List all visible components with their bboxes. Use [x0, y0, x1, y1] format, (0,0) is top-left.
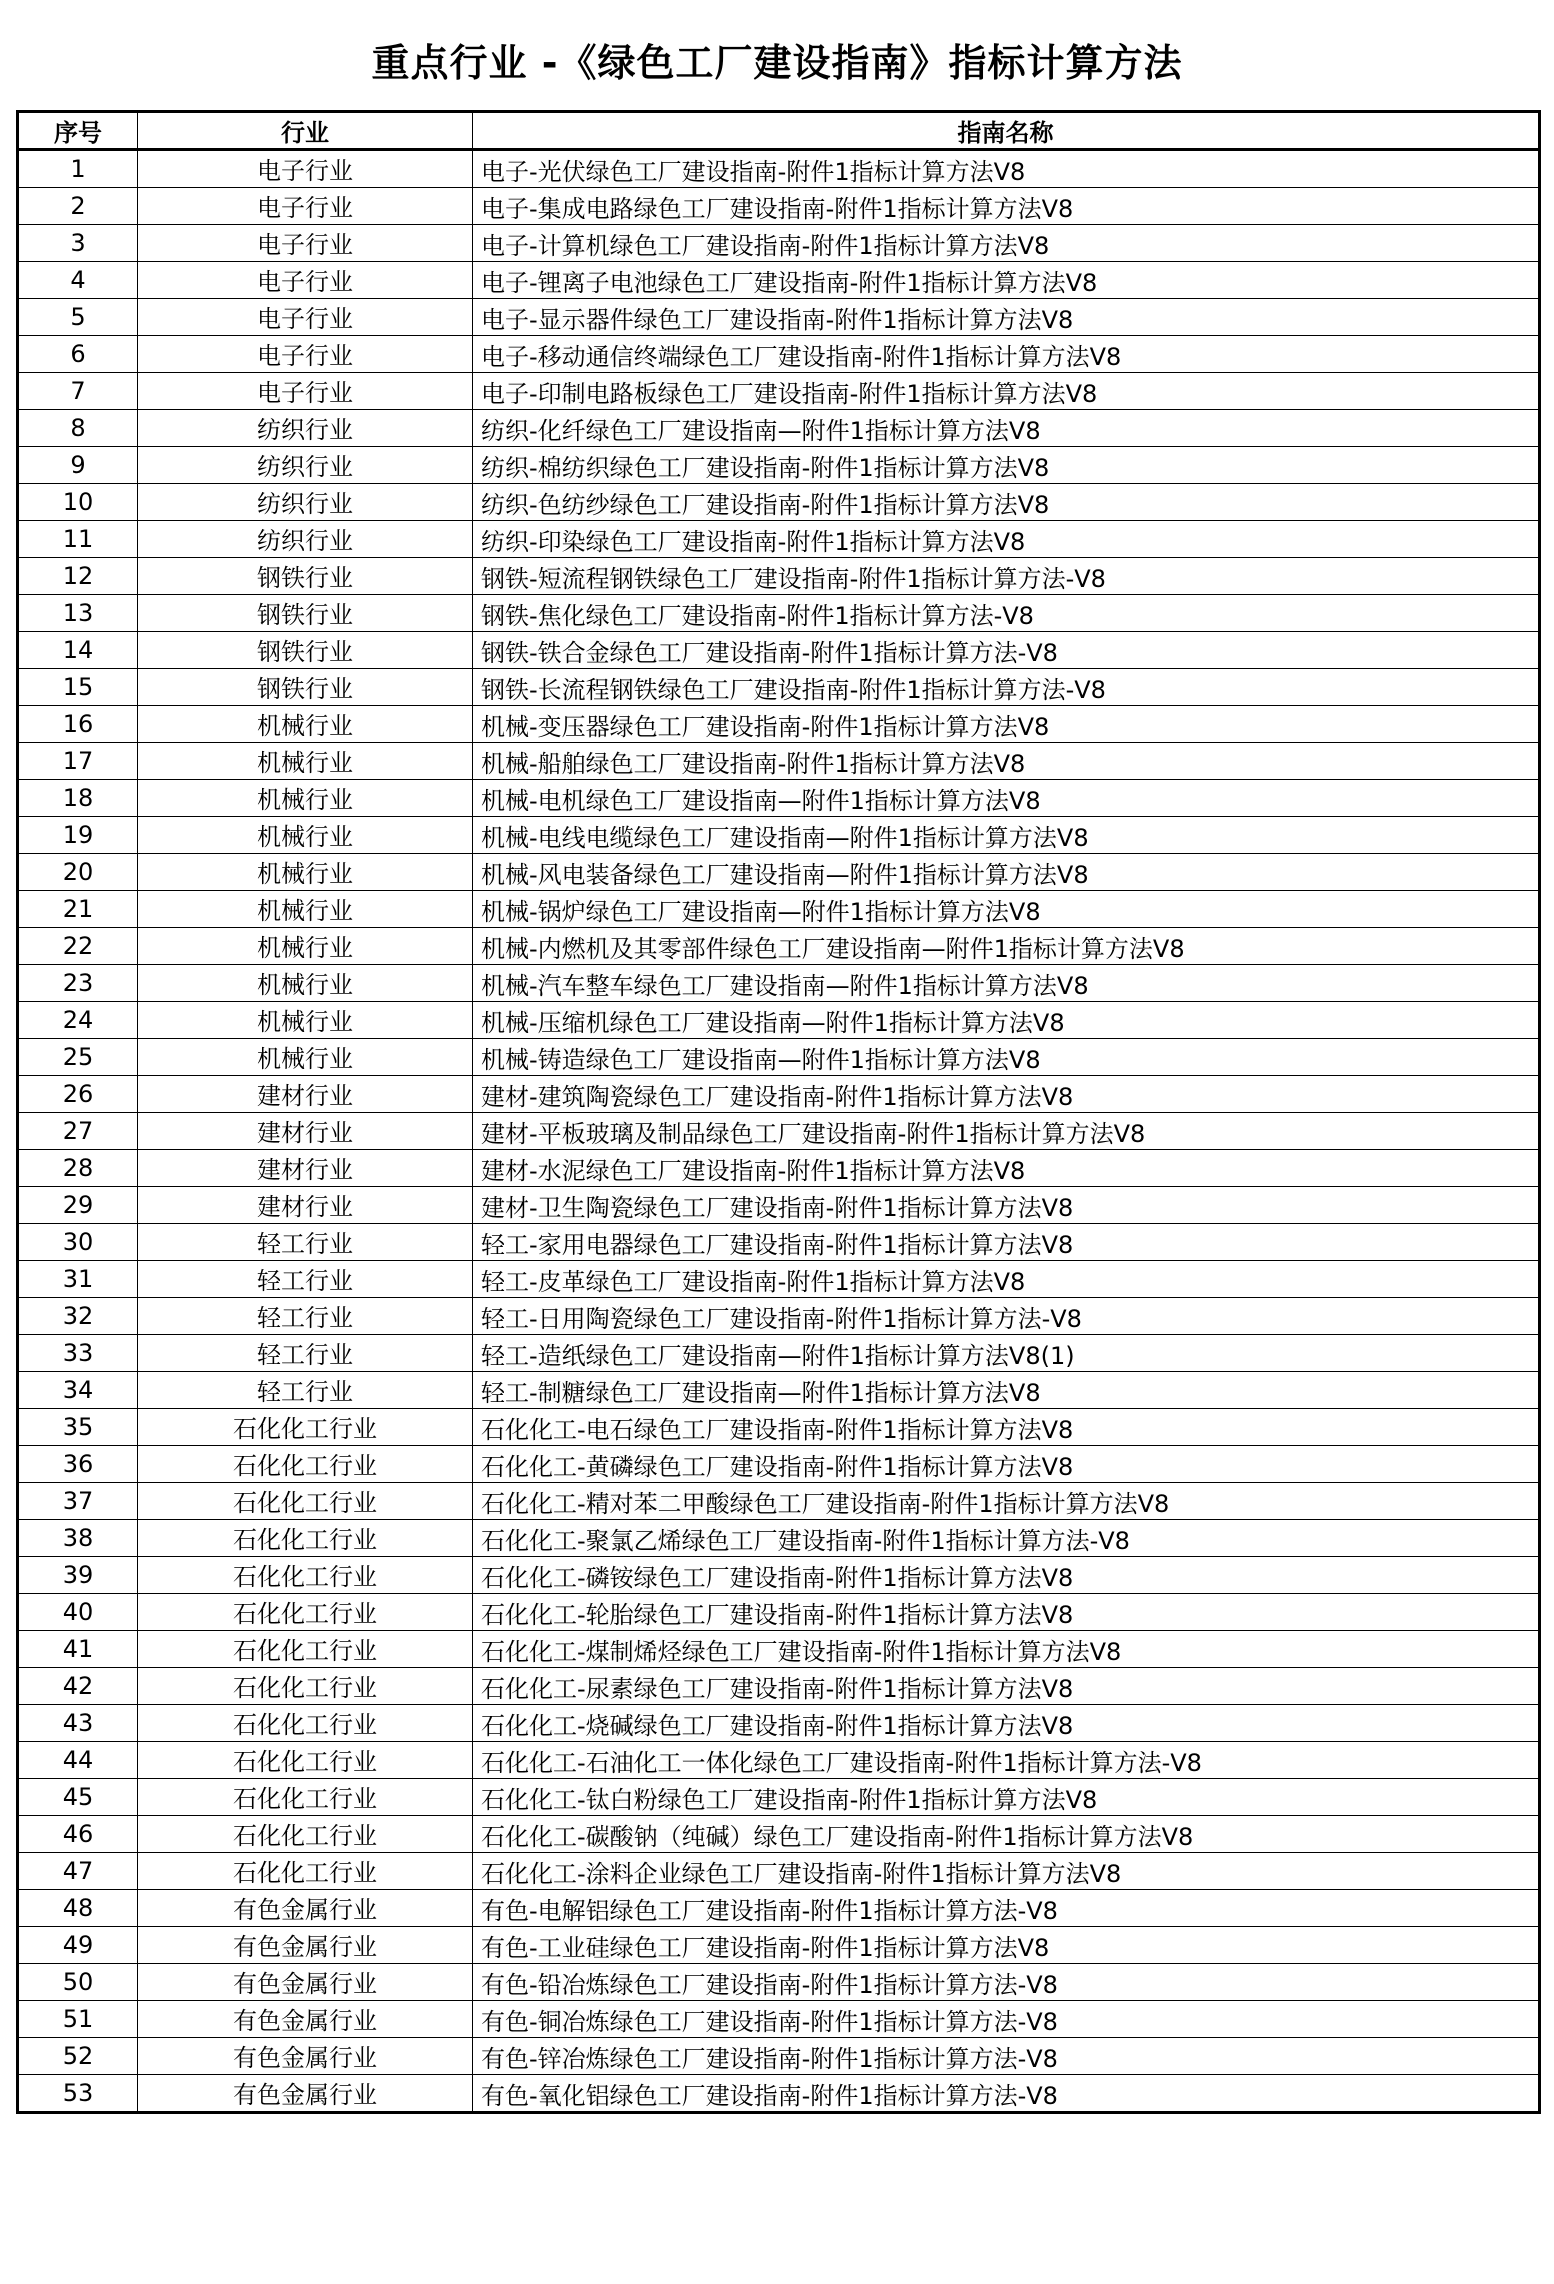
table-row: [18, 1964, 1540, 2001]
cell-industry: 纺织行业: [138, 521, 473, 558]
cell-industry: 电子行业: [138, 262, 473, 299]
cell-industry: 有色金属行业: [138, 2075, 473, 2113]
column-header-industry: 行业: [138, 112, 473, 150]
table-row: [18, 1372, 1540, 1409]
cell-guide-name: 轻工-造纸绿色工厂建设指南—附件1指标计算方法V8(1): [473, 1335, 1540, 1372]
cell-no: 23: [18, 965, 138, 1002]
cell-no: 12: [18, 558, 138, 595]
table-row: [18, 595, 1540, 632]
cell-guide-name: 石化化工-涂料企业绿色工厂建设指南-附件1指标计算方法V8: [473, 1853, 1540, 1890]
cell-guide-name: 纺织-印染绿色工厂建设指南-附件1指标计算方法V8: [473, 521, 1540, 558]
cell-industry: 石化化工行业: [138, 1779, 473, 1816]
table-row: [18, 1594, 1540, 1631]
column-header-no: 序号: [18, 112, 138, 150]
table-row: [18, 965, 1540, 1002]
cell-guide-name: 机械-电线电缆绿色工厂建设指南—附件1指标计算方法V8: [473, 817, 1540, 854]
cell-industry: 石化化工行业: [138, 1557, 473, 1594]
table-row: [18, 1705, 1540, 1742]
cell-industry: 轻工行业: [138, 1298, 473, 1335]
cell-guide-name: 建材-水泥绿色工厂建设指南-附件1指标计算方法V8: [473, 1150, 1540, 1187]
cell-guide-name: 石化化工-碳酸钠（纯碱）绿色工厂建设指南-附件1指标计算方法V8: [473, 1816, 1540, 1853]
table-row: [18, 447, 1540, 484]
table-row: [18, 1483, 1540, 1520]
cell-no: 8: [18, 410, 138, 447]
cell-guide-name: 机械-内燃机及其零部件绿色工厂建设指南—附件1指标计算方法V8: [473, 928, 1540, 965]
cell-no: 9: [18, 447, 138, 484]
cell-no: 24: [18, 1002, 138, 1039]
cell-guide-name: 建材-卫生陶瓷绿色工厂建设指南-附件1指标计算方法V8: [473, 1187, 1540, 1224]
cell-no: 30: [18, 1224, 138, 1261]
cell-no: 27: [18, 1113, 138, 1150]
cell-industry: 有色金属行业: [138, 2038, 473, 2075]
cell-industry: 有色金属行业: [138, 1927, 473, 1964]
cell-guide-name: 机械-船舶绿色工厂建设指南-附件1指标计算方法V8: [473, 743, 1540, 780]
table-row: [18, 299, 1540, 336]
cell-no: 36: [18, 1446, 138, 1483]
table-row: [18, 373, 1540, 410]
cell-no: 48: [18, 1890, 138, 1927]
cell-industry: 轻工行业: [138, 1372, 473, 1409]
cell-industry: 电子行业: [138, 336, 473, 373]
table-row: [18, 558, 1540, 595]
guide-table: [16, 110, 1541, 2114]
cell-guide-name: 石化化工-黄磷绿色工厂建设指南-附件1指标计算方法V8: [473, 1446, 1540, 1483]
cell-industry: 机械行业: [138, 780, 473, 817]
cell-guide-name: 机械-锅炉绿色工厂建设指南—附件1指标计算方法V8: [473, 891, 1540, 928]
cell-industry: 电子行业: [138, 150, 473, 188]
cell-industry: 轻工行业: [138, 1335, 473, 1372]
cell-no: 25: [18, 1039, 138, 1076]
header-row: [18, 112, 1540, 150]
cell-guide-name: 纺织-色纺纱绿色工厂建设指南-附件1指标计算方法V8: [473, 484, 1540, 521]
cell-guide-name: 轻工-日用陶瓷绿色工厂建设指南-附件1指标计算方法-V8: [473, 1298, 1540, 1335]
table-row: [18, 410, 1540, 447]
table-row: [18, 2001, 1540, 2038]
cell-guide-name: 轻工-皮革绿色工厂建设指南-附件1指标计算方法V8: [473, 1261, 1540, 1298]
cell-industry: 石化化工行业: [138, 1594, 473, 1631]
cell-guide-name: 石化化工-烧碱绿色工厂建设指南-附件1指标计算方法V8: [473, 1705, 1540, 1742]
cell-industry: 机械行业: [138, 817, 473, 854]
table-row: [18, 1409, 1540, 1446]
cell-no: 11: [18, 521, 138, 558]
table-row: [18, 891, 1540, 928]
table-row: [18, 2038, 1540, 2075]
cell-no: 3: [18, 225, 138, 262]
table-row: [18, 150, 1540, 188]
cell-no: 6: [18, 336, 138, 373]
cell-guide-name: 石化化工-精对苯二甲酸绿色工厂建设指南-附件1指标计算方法V8: [473, 1483, 1540, 1520]
table-row: [18, 1261, 1540, 1298]
cell-industry: 轻工行业: [138, 1261, 473, 1298]
table-row: [18, 1520, 1540, 1557]
cell-guide-name: 轻工-家用电器绿色工厂建设指南-附件1指标计算方法V8: [473, 1224, 1540, 1261]
cell-no: 44: [18, 1742, 138, 1779]
cell-guide-name: 纺织-化纤绿色工厂建设指南—附件1指标计算方法V8: [473, 410, 1540, 447]
cell-industry: 电子行业: [138, 373, 473, 410]
cell-no: 31: [18, 1261, 138, 1298]
cell-no: 41: [18, 1631, 138, 1668]
cell-no: 47: [18, 1853, 138, 1890]
table-row: [18, 521, 1540, 558]
cell-industry: 建材行业: [138, 1187, 473, 1224]
cell-no: 22: [18, 928, 138, 965]
cell-industry: 石化化工行业: [138, 1668, 473, 1705]
cell-industry: 石化化工行业: [138, 1816, 473, 1853]
cell-industry: 有色金属行业: [138, 1890, 473, 1927]
cell-guide-name: 有色-锌冶炼绿色工厂建设指南-附件1指标计算方法-V8: [473, 2038, 1540, 2075]
cell-guide-name: 机械-铸造绿色工厂建设指南—附件1指标计算方法V8: [473, 1039, 1540, 1076]
table-row: [18, 1927, 1540, 1964]
cell-guide-name: 石化化工-尿素绿色工厂建设指南-附件1指标计算方法V8: [473, 1668, 1540, 1705]
table-row: [18, 484, 1540, 521]
cell-guide-name: 轻工-制糖绿色工厂建设指南—附件1指标计算方法V8: [473, 1372, 1540, 1409]
cell-industry: 建材行业: [138, 1076, 473, 1113]
cell-industry: 有色金属行业: [138, 1964, 473, 2001]
cell-industry: 石化化工行业: [138, 1631, 473, 1668]
cell-industry: 石化化工行业: [138, 1446, 473, 1483]
table-row: [18, 780, 1540, 817]
cell-no: 52: [18, 2038, 138, 2075]
cell-guide-name: 电子-印制电路板绿色工厂建设指南-附件1指标计算方法V8: [473, 373, 1540, 410]
table-row: [18, 706, 1540, 743]
table-row: [18, 1890, 1540, 1927]
cell-guide-name: 有色-电解铝绿色工厂建设指南-附件1指标计算方法-V8: [473, 1890, 1540, 1927]
cell-no: 40: [18, 1594, 138, 1631]
cell-no: 29: [18, 1187, 138, 1224]
table-row: [18, 669, 1540, 706]
cell-no: 53: [18, 2075, 138, 2113]
cell-no: 4: [18, 262, 138, 299]
cell-industry: 电子行业: [138, 225, 473, 262]
cell-guide-name: 电子-光伏绿色工厂建设指南-附件1指标计算方法V8: [473, 150, 1540, 188]
cell-guide-name: 石化化工-轮胎绿色工厂建设指南-附件1指标计算方法V8: [473, 1594, 1540, 1631]
table-row: [18, 1113, 1540, 1150]
cell-industry: 钢铁行业: [138, 595, 473, 632]
cell-guide-name: 钢铁-短流程钢铁绿色工厂建设指南-附件1指标计算方法-V8: [473, 558, 1540, 595]
table-row: [18, 1224, 1540, 1261]
cell-no: 15: [18, 669, 138, 706]
table-row: [18, 632, 1540, 669]
cell-industry: 钢铁行业: [138, 632, 473, 669]
cell-no: 2: [18, 188, 138, 225]
cell-guide-name: 有色-工业硅绿色工厂建设指南-附件1指标计算方法V8: [473, 1927, 1540, 1964]
cell-industry: 石化化工行业: [138, 1705, 473, 1742]
cell-guide-name: 石化化工-聚氯乙烯绿色工厂建设指南-附件1指标计算方法-V8: [473, 1520, 1540, 1557]
cell-no: 49: [18, 1927, 138, 1964]
cell-no: 43: [18, 1705, 138, 1742]
table-row: [18, 817, 1540, 854]
cell-no: 33: [18, 1335, 138, 1372]
cell-no: 17: [18, 743, 138, 780]
table-row: [18, 1076, 1540, 1113]
table-row: [18, 1742, 1540, 1779]
cell-no: 39: [18, 1557, 138, 1594]
cell-no: 50: [18, 1964, 138, 2001]
table-row: [18, 1631, 1540, 1668]
cell-industry: 机械行业: [138, 706, 473, 743]
table-row: [18, 1557, 1540, 1594]
cell-industry: 石化化工行业: [138, 1409, 473, 1446]
cell-no: 14: [18, 632, 138, 669]
cell-industry: 机械行业: [138, 928, 473, 965]
cell-guide-name: 有色-铅冶炼绿色工厂建设指南-附件1指标计算方法-V8: [473, 1964, 1540, 2001]
cell-no: 45: [18, 1779, 138, 1816]
cell-guide-name: 机械-变压器绿色工厂建设指南-附件1指标计算方法V8: [473, 706, 1540, 743]
cell-industry: 钢铁行业: [138, 669, 473, 706]
cell-guide-name: 机械-风电装备绿色工厂建设指南—附件1指标计算方法V8: [473, 854, 1540, 891]
cell-no: 46: [18, 1816, 138, 1853]
table-row: [18, 1668, 1540, 1705]
cell-no: 42: [18, 1668, 138, 1705]
cell-no: 35: [18, 1409, 138, 1446]
cell-industry: 纺织行业: [138, 447, 473, 484]
cell-industry: 钢铁行业: [138, 558, 473, 595]
cell-industry: 机械行业: [138, 1039, 473, 1076]
cell-industry: 纺织行业: [138, 484, 473, 521]
cell-guide-name: 建材-平板玻璃及制品绿色工厂建设指南-附件1指标计算方法V8: [473, 1113, 1540, 1150]
cell-guide-name: 钢铁-焦化绿色工厂建设指南-附件1指标计算方法-V8: [473, 595, 1540, 632]
cell-industry: 机械行业: [138, 854, 473, 891]
table-row: [18, 1853, 1540, 1890]
table-row: [18, 1150, 1540, 1187]
table-row: [18, 262, 1540, 299]
cell-guide-name: 钢铁-长流程钢铁绿色工厂建设指南-附件1指标计算方法-V8: [473, 669, 1540, 706]
cell-industry: 建材行业: [138, 1113, 473, 1150]
cell-industry: 电子行业: [138, 299, 473, 336]
cell-guide-name: 石化化工-钛白粉绿色工厂建设指南-附件1指标计算方法V8: [473, 1779, 1540, 1816]
table-body: [18, 150, 1540, 2113]
cell-guide-name: 钢铁-铁合金绿色工厂建设指南-附件1指标计算方法-V8: [473, 632, 1540, 669]
cell-guide-name: 电子-锂离子电池绿色工厂建设指南-附件1指标计算方法V8: [473, 262, 1540, 299]
cell-industry: 建材行业: [138, 1150, 473, 1187]
cell-industry: 石化化工行业: [138, 1520, 473, 1557]
spreadsheet-sheet: [16, 16, 1538, 2114]
table-row: [18, 225, 1540, 262]
cell-guide-name: 电子-移动通信终端绿色工厂建设指南-附件1指标计算方法V8: [473, 336, 1540, 373]
cell-no: 51: [18, 2001, 138, 2038]
cell-industry: 纺织行业: [138, 410, 473, 447]
cell-guide-name: 石化化工-电石绿色工厂建设指南-附件1指标计算方法V8: [473, 1409, 1540, 1446]
table-row: [18, 854, 1540, 891]
cell-no: 26: [18, 1076, 138, 1113]
cell-no: 7: [18, 373, 138, 410]
cell-no: 32: [18, 1298, 138, 1335]
table-row: [18, 743, 1540, 780]
cell-guide-name: 石化化工-磷铵绿色工厂建设指南-附件1指标计算方法V8: [473, 1557, 1540, 1594]
table-row: [18, 1298, 1540, 1335]
cell-guide-name: 机械-汽车整车绿色工厂建设指南—附件1指标计算方法V8: [473, 965, 1540, 1002]
table-row: [18, 1002, 1540, 1039]
cell-industry: 石化化工行业: [138, 1853, 473, 1890]
table-row: [18, 336, 1540, 373]
table-row: [18, 1039, 1540, 1076]
cell-industry: 机械行业: [138, 743, 473, 780]
cell-no: 34: [18, 1372, 138, 1409]
cell-guide-name: 电子-显示器件绿色工厂建设指南-附件1指标计算方法V8: [473, 299, 1540, 336]
cell-no: 18: [18, 780, 138, 817]
cell-industry: 机械行业: [138, 891, 473, 928]
table-row: [18, 928, 1540, 965]
table-row: [18, 1335, 1540, 1372]
table-row: [18, 188, 1540, 225]
cell-industry: 电子行业: [138, 188, 473, 225]
cell-industry: 石化化工行业: [138, 1742, 473, 1779]
cell-guide-name: 电子-集成电路绿色工厂建设指南-附件1指标计算方法V8: [473, 188, 1540, 225]
cell-no: 1: [18, 150, 138, 188]
cell-no: 38: [18, 1520, 138, 1557]
cell-industry: 轻工行业: [138, 1224, 473, 1261]
table-row: [18, 1816, 1540, 1853]
table-row: [18, 1446, 1540, 1483]
cell-guide-name: 石化化工-石油化工一体化绿色工厂建设指南-附件1指标计算方法-V8: [473, 1742, 1540, 1779]
cell-no: 37: [18, 1483, 138, 1520]
cell-no: 21: [18, 891, 138, 928]
cell-guide-name: 纺织-棉纺织绿色工厂建设指南-附件1指标计算方法V8: [473, 447, 1540, 484]
cell-guide-name: 机械-电机绿色工厂建设指南—附件1指标计算方法V8: [473, 780, 1540, 817]
cell-guide-name: 石化化工-煤制烯烃绿色工厂建设指南-附件1指标计算方法V8: [473, 1631, 1540, 1668]
cell-guide-name: 有色-氧化铝绿色工厂建设指南-附件1指标计算方法-V8: [473, 2075, 1540, 2113]
cell-guide-name: 建材-建筑陶瓷绿色工厂建设指南-附件1指标计算方法V8: [473, 1076, 1540, 1113]
table-row: [18, 2075, 1540, 2113]
cell-no: 28: [18, 1150, 138, 1187]
cell-industry: 机械行业: [138, 1002, 473, 1039]
cell-industry: 机械行业: [138, 965, 473, 1002]
page-title: 重点行业 -《绿色工厂建设指南》指标计算方法: [371, 41, 1183, 85]
cell-guide-name: 电子-计算机绿色工厂建设指南-附件1指标计算方法V8: [473, 225, 1540, 262]
table-row: [18, 1187, 1540, 1224]
column-header-guide-name: 指南名称: [473, 112, 1540, 150]
cell-industry: 有色金属行业: [138, 2001, 473, 2038]
cell-no: 10: [18, 484, 138, 521]
cell-no: 13: [18, 595, 138, 632]
cell-guide-name: 机械-压缩机绿色工厂建设指南—附件1指标计算方法V8: [473, 1002, 1540, 1039]
cell-no: 16: [18, 706, 138, 743]
table-row: [18, 1779, 1540, 1816]
cell-no: 19: [18, 817, 138, 854]
cell-guide-name: 有色-铜冶炼绿色工厂建设指南-附件1指标计算方法-V8: [473, 2001, 1540, 2038]
cell-no: 20: [18, 854, 138, 891]
cell-industry: 石化化工行业: [138, 1483, 473, 1520]
cell-no: 5: [18, 299, 138, 336]
